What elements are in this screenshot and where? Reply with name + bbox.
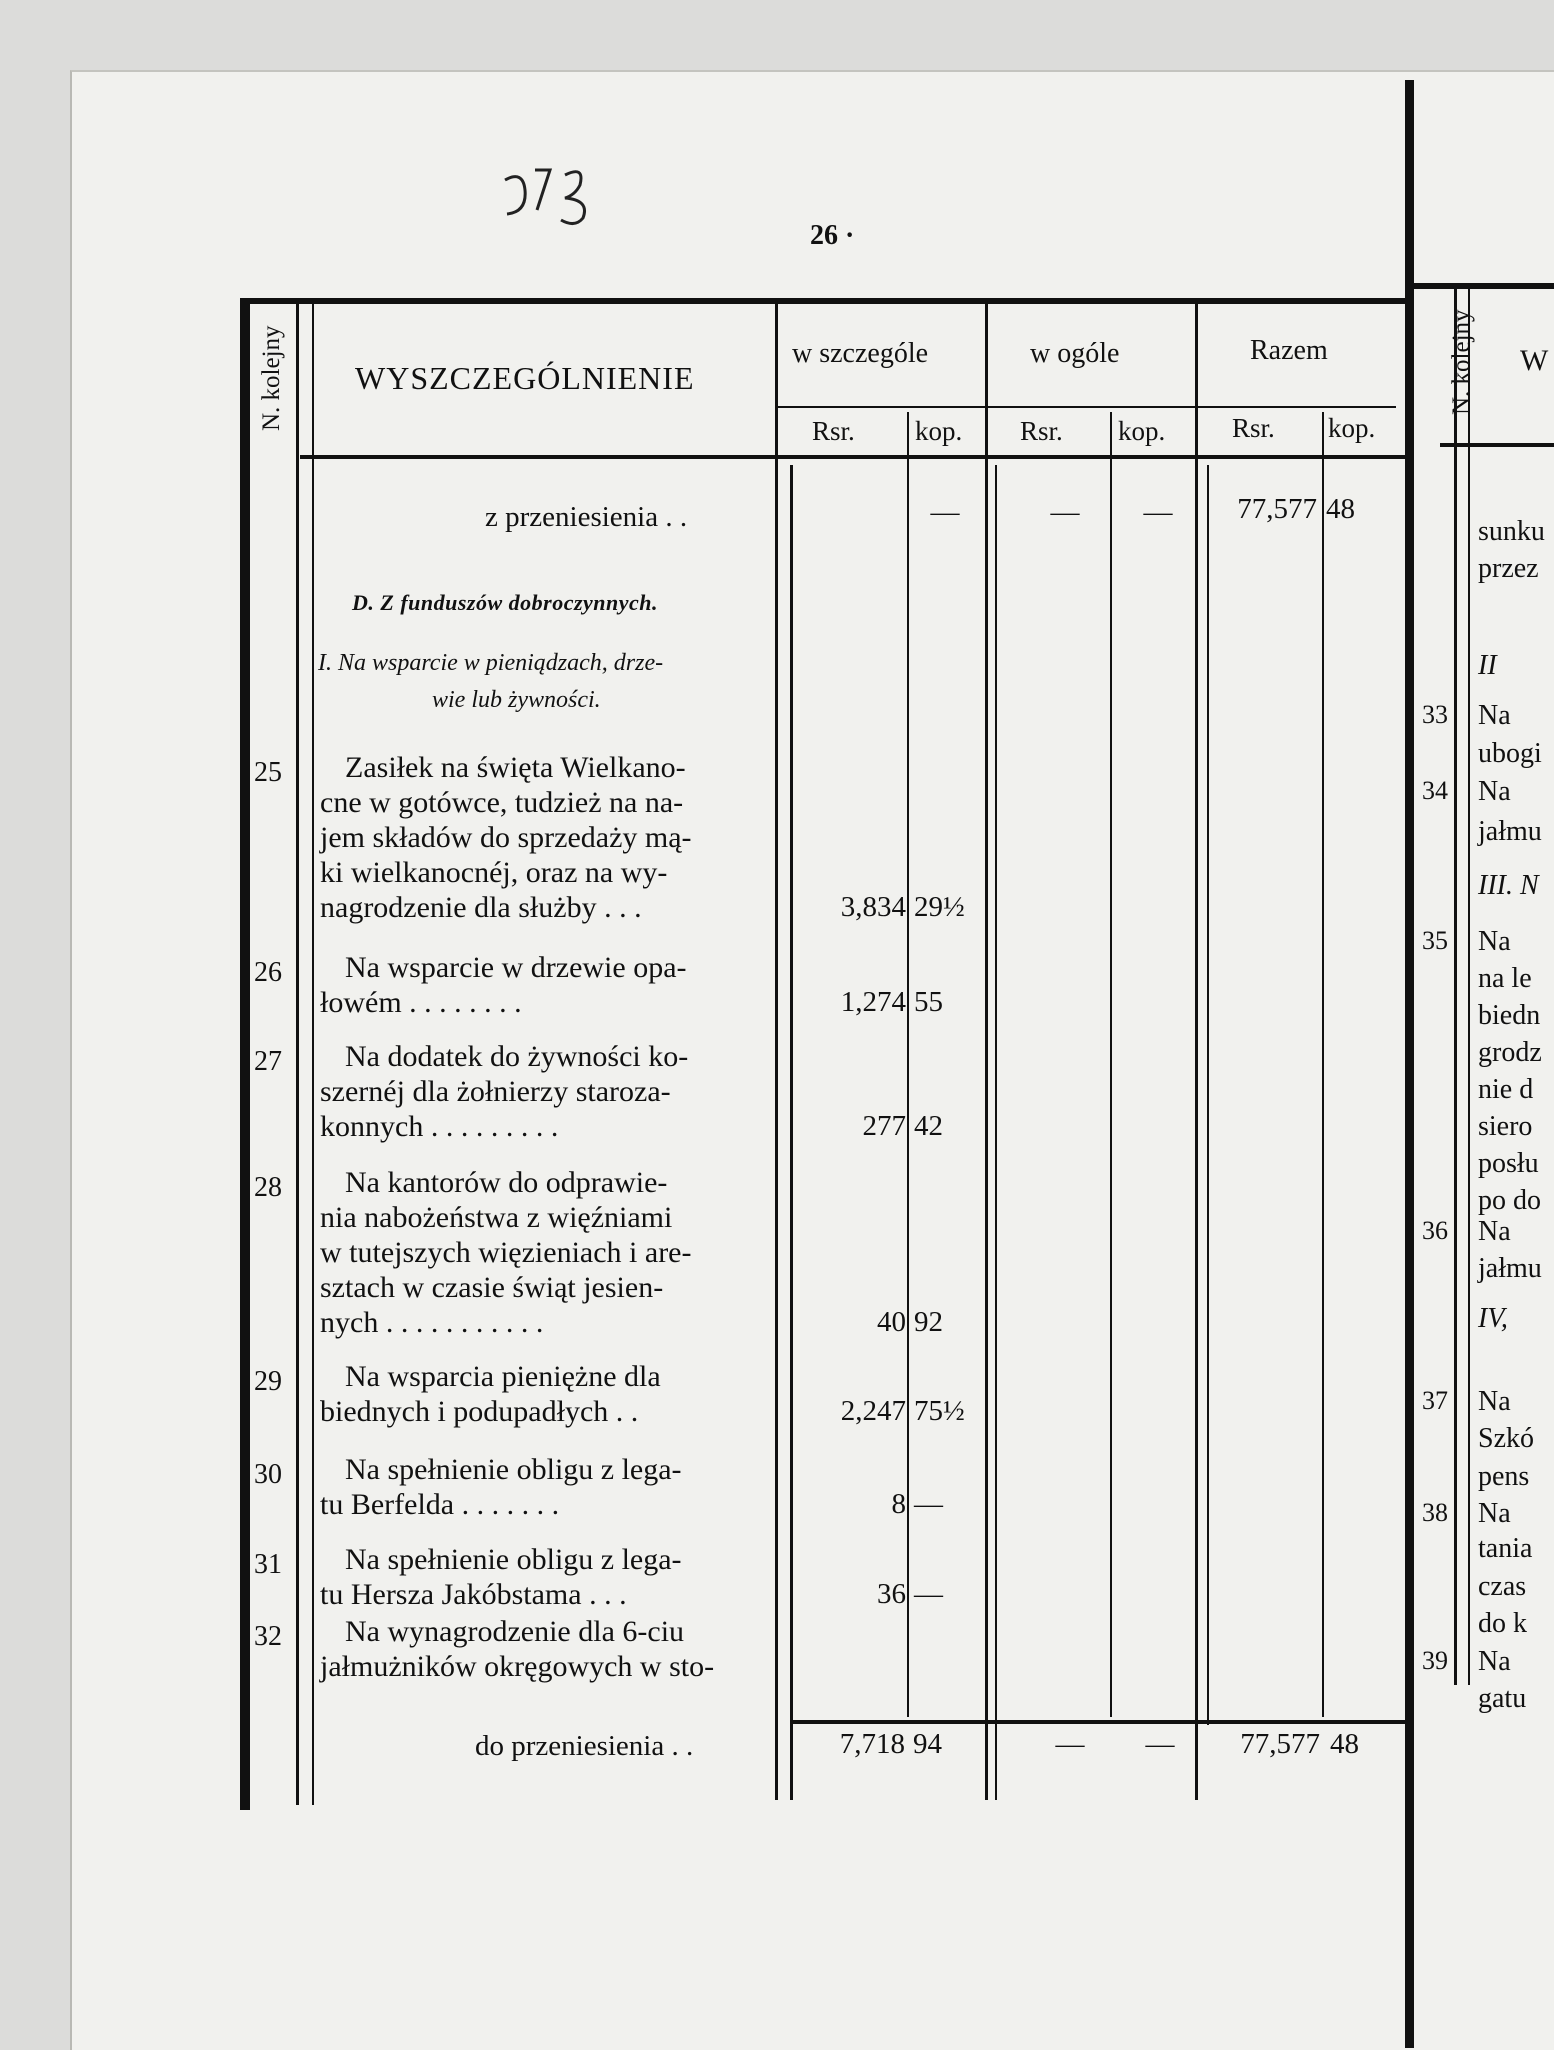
next-row-number: 35	[1422, 926, 1448, 955]
carry-in-razem-kop: 48	[1326, 493, 1355, 525]
next-row-text: do k	[1478, 1608, 1527, 1639]
handwritten-mark	[495, 150, 605, 230]
row-amount-rsr: 1,274	[840, 986, 906, 1018]
next-row-text: Na	[1478, 1498, 1511, 1529]
row-text-line: w tutejszych więzieniach i are-	[320, 1236, 692, 1269]
next-row-text: jałmu	[1478, 1253, 1542, 1284]
row-text-line: Na wsparcie w drzewie opa-	[345, 951, 687, 984]
next-row-text: na le	[1478, 963, 1532, 994]
row-amount-rsr: 8	[891, 1488, 906, 1520]
header-ogole: w ogóle	[1030, 338, 1120, 369]
row-text-line: Na wsparcia pieniężne dla	[345, 1360, 661, 1393]
carry-out-label: do przeniesienia . .	[475, 1730, 694, 1762]
next-row-number: 36	[1422, 1216, 1448, 1245]
carry-out-og-kop: —	[1145, 1728, 1175, 1760]
next-header-nr: N. kolejny	[1448, 309, 1475, 415]
row-text-line: jałmużników okręgowych w sto-	[320, 1650, 715, 1683]
row-number: 32	[254, 1621, 282, 1652]
next-row-text: Na	[1478, 700, 1511, 731]
row-text-line: jem składów do sprzedaży mą-	[320, 821, 692, 854]
row-amount-kop: 29½	[914, 891, 965, 923]
header-og-kop: kop.	[1118, 416, 1166, 446]
header-szczegole: w szczególe	[792, 338, 929, 369]
next-row-text: ubogi	[1478, 738, 1542, 769]
next-row-text: II	[1478, 650, 1497, 681]
next-row-text: Na	[1478, 1386, 1511, 1417]
row-number: 30	[254, 1459, 282, 1490]
next-row-text: siero	[1478, 1111, 1533, 1142]
row-text-line: Na spełnienie obligu z lega-	[345, 1453, 682, 1486]
next-row-text: Szkó	[1478, 1423, 1534, 1454]
row-text-line: konnych . . . . . . . . .	[320, 1110, 559, 1143]
next-row-text: przez	[1478, 553, 1539, 584]
row-amount-rsr: 40	[877, 1306, 906, 1338]
next-row-text: Na	[1478, 926, 1511, 957]
next-row-text: Na	[1478, 776, 1511, 807]
section-heading: D. Z funduszów dobroczynnych.	[352, 590, 659, 615]
row-amount-rsr: 2,247	[840, 1395, 906, 1427]
row-amount-kop: 55	[914, 986, 943, 1018]
row-amount-rsr: 36	[877, 1578, 906, 1610]
row-text-line: łowém . . . . . . . .	[320, 986, 522, 1019]
row-amount-rsr: 277	[862, 1110, 906, 1142]
row-number: 29	[254, 1366, 282, 1397]
row-number: 28	[254, 1172, 282, 1203]
row-text-line: Na dodatek do żywności ko-	[345, 1040, 689, 1073]
row-amount-kop: —	[914, 1488, 943, 1520]
row-text-line: tu Hersza Jakóbstama . . .	[320, 1578, 627, 1611]
carry-in-og-rsr: —	[1050, 496, 1080, 528]
row-amount-kop: 42	[914, 1110, 943, 1142]
row-amount-kop: 92	[914, 1306, 943, 1338]
row-number: 31	[254, 1549, 282, 1580]
carry-in-label: z przeniesienia . .	[485, 501, 688, 533]
next-row-number: 38	[1422, 1498, 1448, 1527]
carry-out-szcz-rsr: 7,718	[839, 1728, 905, 1760]
next-row-text: po do	[1478, 1185, 1541, 1216]
row-text-line: tu Berfelda . . . . . . .	[320, 1488, 560, 1521]
row-text-line: Zasiłek na święta Wielkano-	[345, 751, 686, 784]
next-header-desc: W	[1520, 344, 1549, 377]
carry-out-razem-rsr: 77,577	[1240, 1728, 1320, 1760]
next-row-text: pens	[1478, 1461, 1530, 1492]
next-row-text: nie d	[1478, 1074, 1534, 1105]
next-row-text: IV,	[1478, 1303, 1508, 1334]
row-amount-kop: 75½	[914, 1395, 965, 1427]
header-szcz-kop: kop.	[915, 416, 963, 446]
next-row-text: czas	[1478, 1571, 1527, 1602]
next-row-text: jałmu	[1478, 816, 1542, 847]
row-text-line: sztach w czasie świąt jesien-	[320, 1271, 664, 1304]
carry-out-razem-kop: 48	[1330, 1728, 1359, 1760]
next-row-number: 34	[1422, 776, 1448, 805]
next-row-text: biedn	[1478, 1000, 1541, 1031]
row-text-line: nych . . . . . . . . . . .	[320, 1306, 544, 1339]
row-number: 25	[254, 757, 282, 788]
header-razem: Razem	[1250, 335, 1328, 366]
row-text-line: nia nabożeństwa z więźniami	[320, 1201, 673, 1234]
next-row-text: posłu	[1478, 1148, 1539, 1179]
carry-in-og-kop: —	[1143, 496, 1173, 528]
next-row-number: 39	[1422, 1646, 1448, 1675]
next-row-text: Na	[1478, 1216, 1511, 1247]
header-razem-kop: kop.	[1328, 413, 1376, 443]
next-row-number: 33	[1422, 700, 1448, 729]
carry-out-og-rsr: —	[1055, 1728, 1085, 1760]
header-og-rsr: Rsr.	[1020, 416, 1063, 446]
row-text-line: ki wielkanocnéj, oraz na wy-	[320, 856, 668, 889]
carry-in-razem-rsr: 77,577	[1237, 493, 1317, 525]
header-szcz-rsr: Rsr.	[812, 416, 855, 446]
row-amount-rsr: 3,834	[840, 891, 906, 923]
row-number: 27	[254, 1046, 282, 1077]
carry-out-szcz-kop: 94	[913, 1728, 942, 1760]
header-razem-rsr: Rsr.	[1232, 413, 1275, 443]
row-text-line: Na wynagrodzenie dla 6-ciu	[345, 1615, 685, 1648]
row-number: 26	[254, 957, 282, 988]
subsection-line2: wie lub żywności.	[432, 687, 601, 713]
carry-in-szcz-kop: —	[930, 496, 960, 528]
row-text-line: nagrodzenie dla służby . . .	[320, 891, 642, 924]
row-text-line: biednych i podupadłych . .	[320, 1395, 639, 1428]
row-text-line: Na kantorów do odprawie-	[345, 1166, 668, 1199]
next-row-text: grodz	[1478, 1037, 1542, 1068]
header-desc: WYSZCZEGÓLNIENIE	[355, 360, 695, 396]
row-amount-kop: —	[914, 1578, 943, 1610]
subsection-line1: I. Na wsparcie w pieniądzach, drze-	[318, 650, 664, 676]
next-row-text: tania	[1478, 1533, 1533, 1564]
row-text-line: Na spełnienie obligu z lega-	[345, 1543, 682, 1576]
next-row-text: gatu	[1478, 1683, 1527, 1714]
next-row-text: III. N	[1478, 870, 1539, 901]
next-row-text: Na	[1478, 1646, 1511, 1677]
next-row-text: sunku	[1478, 516, 1545, 547]
header-nr: N. kolejny	[258, 325, 285, 431]
row-text-line: cne w gotówce, tudzież na na-	[320, 786, 684, 819]
next-row-number: 37	[1422, 1386, 1448, 1415]
page-number: 26 ·	[810, 220, 855, 251]
row-text-line: szernéj dla żołnierzy staroza-	[320, 1075, 671, 1108]
